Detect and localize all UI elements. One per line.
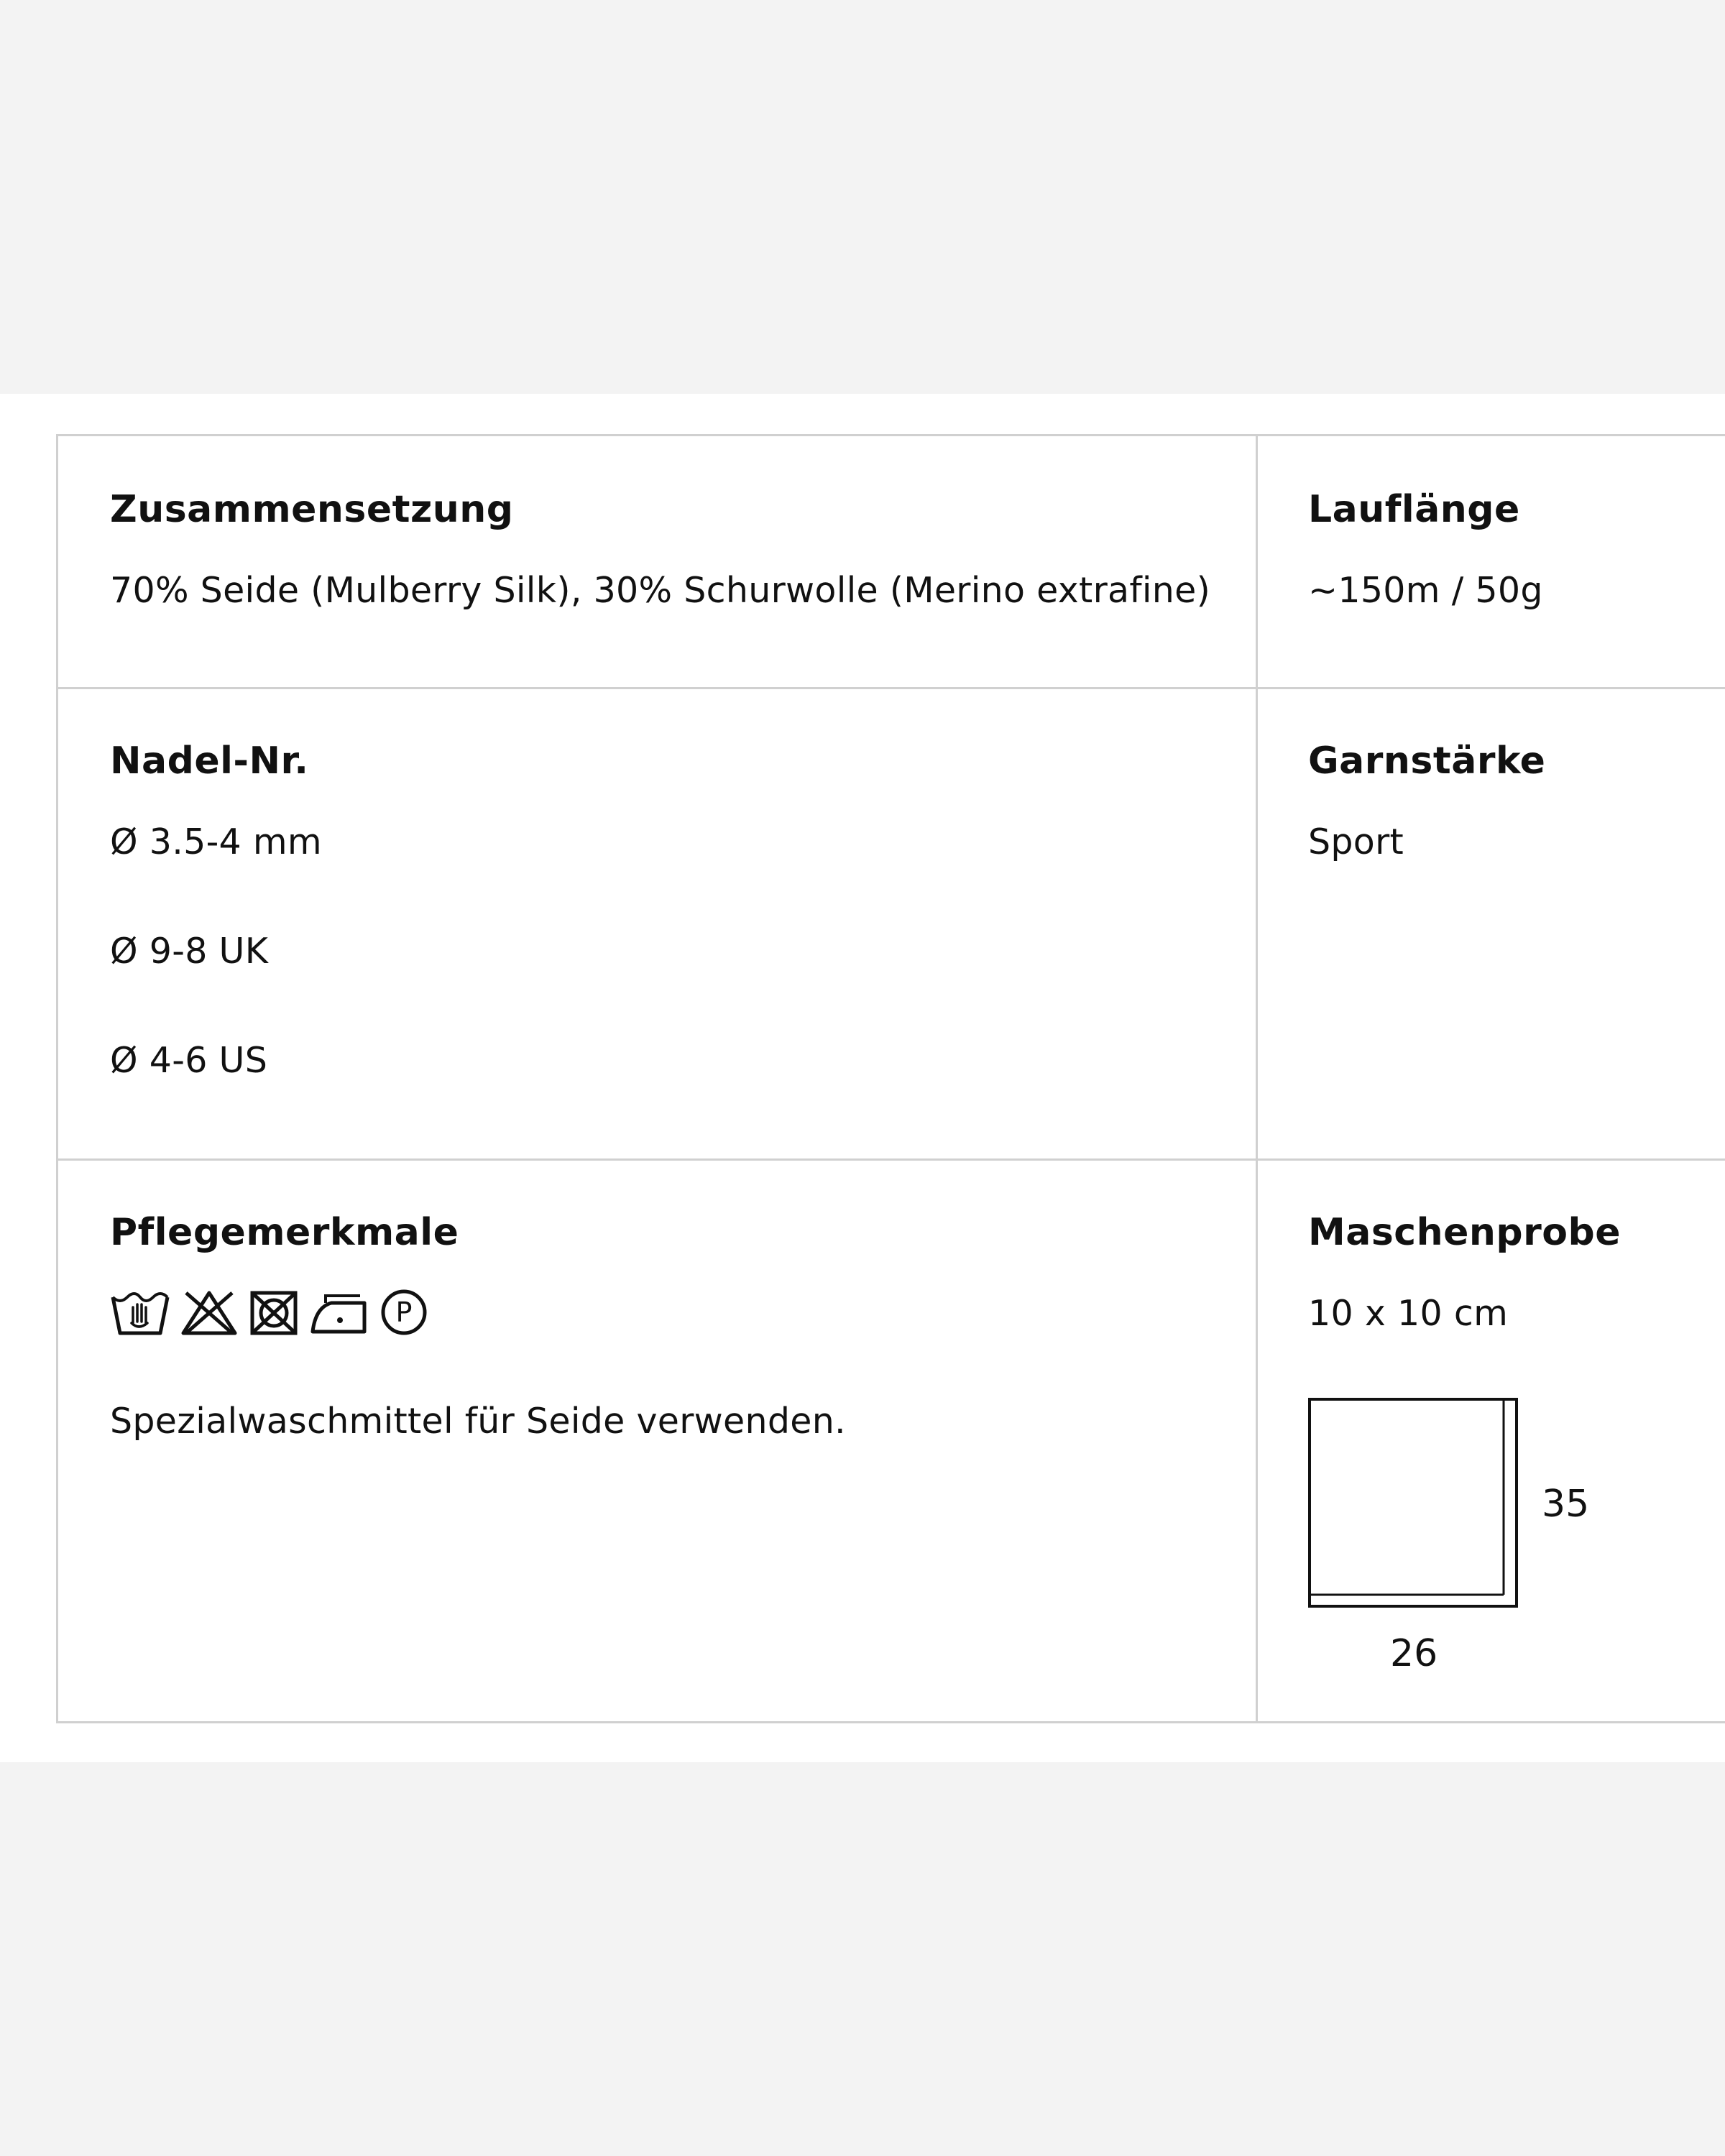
care-cell: [58, 1161, 1258, 1721]
gauge-label: Maschenprobe: [1308, 1211, 1621, 1254]
care-icons: [110, 1289, 428, 1336]
needle-size-mm: Ø 3.5-4 mm: [110, 821, 322, 862]
dry-clean-p-icon: [380, 1289, 428, 1336]
composition-value: 70% Seide (Mulberry Silk), 30% Schurwolle (Merino extrafine): [110, 570, 1211, 611]
needle-size-us: Ø 4-6 US: [110, 1040, 268, 1081]
no-bleach-icon: [180, 1289, 238, 1336]
gauge-stitches: 26: [1390, 1632, 1438, 1675]
composition-label: Zusammensetzung: [110, 488, 514, 531]
iron-low-icon: [310, 1289, 370, 1336]
composition-cell: [58, 436, 1258, 689]
gauge-size: 10 x 10 cm: [1308, 1293, 1509, 1334]
gauge-cell: [1258, 1161, 1725, 1721]
care-label: Pflegemerkmale: [110, 1211, 459, 1254]
yarn-weight-cell: [1258, 689, 1725, 1161]
svg-text:P: P: [395, 1296, 413, 1328]
spec-table: [56, 434, 1725, 1723]
needle-size-uk: Ø 9-8 UK: [110, 931, 269, 972]
hand-wash-icon: [110, 1289, 170, 1336]
needles-label: Nadel-Nr.: [110, 740, 309, 783]
gauge-swatch-diagram: [1308, 1398, 1524, 1616]
yardage-value: ~150m / 50g: [1308, 570, 1543, 611]
needles-cell: [58, 689, 1258, 1161]
yarn-weight-value: Sport: [1308, 821, 1404, 862]
no-tumble-dry-icon: [248, 1289, 300, 1336]
yardage-cell: [1258, 436, 1725, 689]
care-note: Spezialwaschmittel für Seide verwenden.: [110, 1401, 846, 1442]
yarn-weight-label: Garnstärke: [1308, 740, 1546, 783]
gauge-rows: 35: [1542, 1483, 1590, 1526]
yardage-label: Lauflänge: [1308, 488, 1520, 531]
